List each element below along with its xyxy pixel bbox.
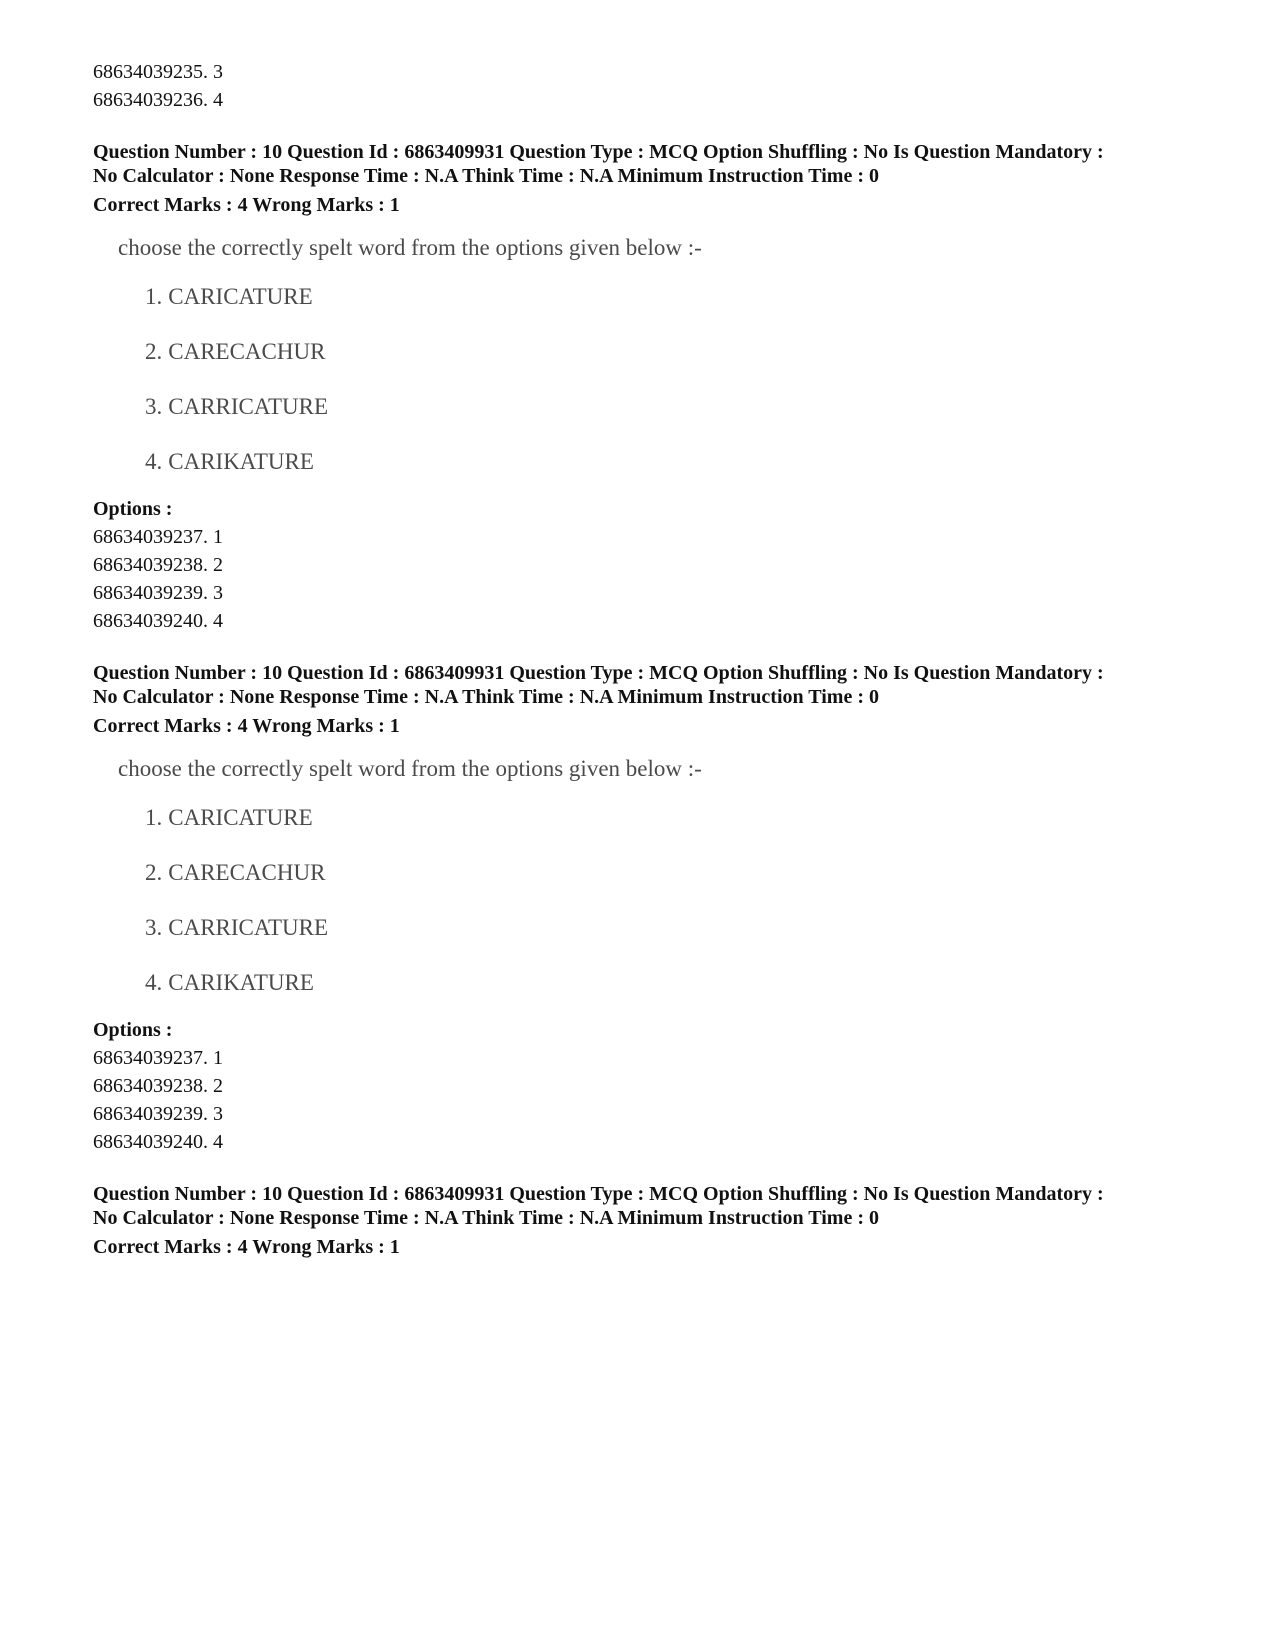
choice-text: CARRICATURE xyxy=(168,394,328,419)
choice-item xyxy=(145,383,1203,438)
choice-number: 2. xyxy=(145,860,163,885)
option-line xyxy=(93,1044,1203,1072)
choice-number: 4. xyxy=(145,970,163,995)
marks-line: Correct Marks : 4 Wrong Marks : 1 xyxy=(93,194,400,216)
option-line xyxy=(93,58,1203,86)
option-value: 4 xyxy=(213,1131,223,1153)
option-value: 3 xyxy=(213,61,223,83)
choice-item xyxy=(145,849,1203,904)
options-list xyxy=(93,523,1203,635)
choice-item xyxy=(145,273,1203,328)
question-header-line-1: Question Number : 10 Question Id : 6863409931 Question Type : MCQ Option Shuffling : No Is Question Mandatory : xyxy=(93,1183,1104,1205)
choice-number: 3. xyxy=(145,394,163,419)
option-id: 68634039237. xyxy=(93,1047,208,1069)
option-id: 68634039239. xyxy=(93,582,208,604)
choice-text: CARICATURE xyxy=(168,284,313,309)
options-list xyxy=(93,1044,1203,1156)
choice-text: CARECACHUR xyxy=(168,339,326,364)
question-header-line-2: No Calculator : None Response Time : N.A Think Time : N.A Minimum Instruction Time : 0 xyxy=(93,165,879,187)
question-header-line-2: No Calculator : None Response Time : N.A Think Time : N.A Minimum Instruction Time : 0 xyxy=(93,1207,879,1229)
choice-text: CARIKATURE xyxy=(168,449,314,474)
option-line xyxy=(93,1100,1203,1128)
document-page xyxy=(93,58,1203,1261)
choice-text: CARRICATURE xyxy=(168,915,328,940)
option-value: 2 xyxy=(213,554,223,576)
question-block xyxy=(93,661,1203,1156)
question-block xyxy=(93,140,1203,635)
option-value: 3 xyxy=(213,1103,223,1125)
choice-number: 4. xyxy=(145,449,163,474)
choice-number: 2. xyxy=(145,339,163,364)
option-line xyxy=(93,607,1203,635)
marks-line: Correct Marks : 4 Wrong Marks : 1 xyxy=(93,1236,400,1258)
choice-number: 1. xyxy=(145,805,163,830)
option-id: 68634039239. xyxy=(93,1103,208,1125)
option-id: 68634039237. xyxy=(93,526,208,548)
option-line xyxy=(93,86,1203,114)
option-id: 68634039235. xyxy=(93,61,208,83)
question-text: choose the correctly spelt word from the options given below :- xyxy=(118,235,702,260)
option-line xyxy=(93,1072,1203,1100)
option-line xyxy=(93,551,1203,579)
choice-item xyxy=(145,794,1203,849)
option-line xyxy=(93,1128,1203,1156)
choice-number: 3. xyxy=(145,915,163,940)
choice-text: CARICATURE xyxy=(168,805,313,830)
option-value: 2 xyxy=(213,1075,223,1097)
option-value: 4 xyxy=(213,89,223,111)
question-header-line-2: No Calculator : None Response Time : N.A Think Time : N.A Minimum Instruction Time : 0 xyxy=(93,686,879,708)
choice-item xyxy=(145,328,1203,383)
question-header-line-1: Question Number : 10 Question Id : 6863409931 Question Type : MCQ Option Shuffling : No Is Question Mandatory : xyxy=(93,141,1104,163)
option-line xyxy=(93,579,1203,607)
option-line xyxy=(93,523,1203,551)
option-id: 68634039238. xyxy=(93,554,208,576)
choice-item xyxy=(145,904,1203,959)
option-id: 68634039236. xyxy=(93,89,208,111)
question-header-line-1: Question Number : 10 Question Id : 6863409931 Question Type : MCQ Option Shuffling : No Is Question Mandatory : xyxy=(93,662,1104,684)
option-id: 68634039240. xyxy=(93,1131,208,1153)
question-image xyxy=(118,233,1203,493)
option-value: 3 xyxy=(213,582,223,604)
option-value: 4 xyxy=(213,610,223,632)
question-text: choose the correctly spelt word from the options given below :- xyxy=(118,756,702,781)
choice-item xyxy=(145,959,1203,1014)
options-label: Options : xyxy=(93,498,173,520)
option-value: 1 xyxy=(213,1047,223,1069)
choice-text: CARIKATURE xyxy=(168,970,314,995)
option-id: 68634039240. xyxy=(93,610,208,632)
choice-number: 1. xyxy=(145,284,163,309)
option-id: 68634039238. xyxy=(93,1075,208,1097)
options-label: Options : xyxy=(93,1019,173,1041)
marks-line: Correct Marks : 4 Wrong Marks : 1 xyxy=(93,715,400,737)
option-value: 1 xyxy=(213,526,223,548)
question-image xyxy=(118,754,1203,1014)
choice-text: CARECACHUR xyxy=(168,860,326,885)
choice-item xyxy=(145,438,1203,493)
top-options-list xyxy=(93,58,1203,114)
question-block xyxy=(93,1182,1203,1261)
